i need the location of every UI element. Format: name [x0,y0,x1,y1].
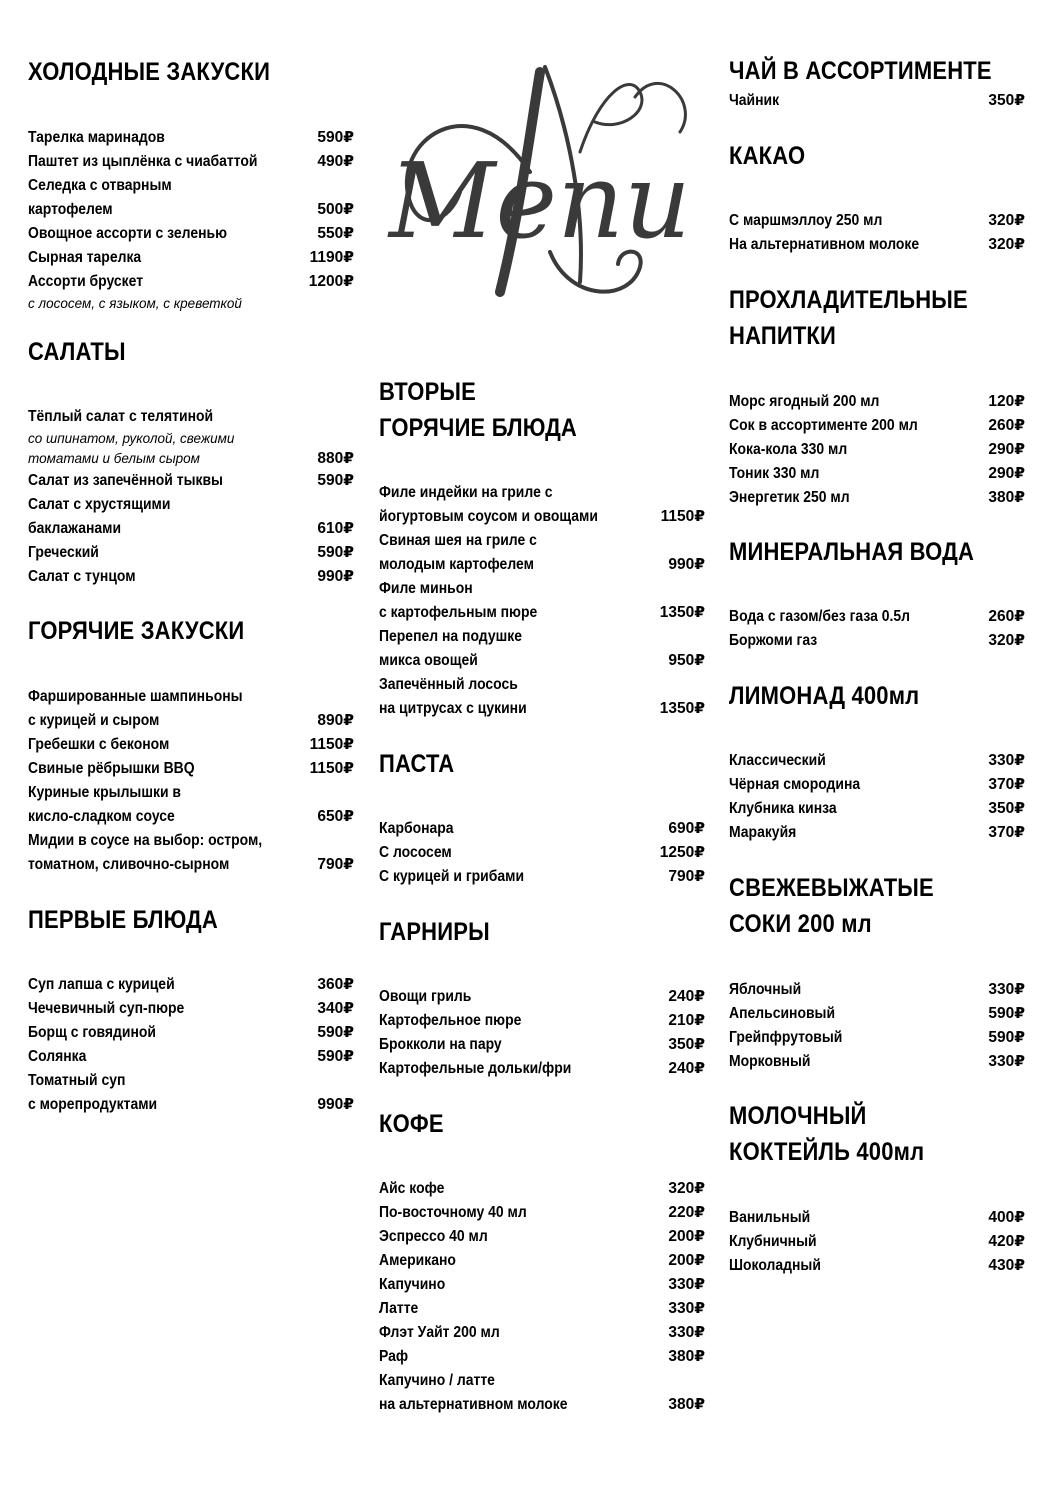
item-name: Раф [379,1348,409,1365]
item-price: 320₽ [988,236,1025,253]
menu-item [729,414,1025,438]
coffee-list [379,1177,705,1417]
section-title: ПАСТА [379,750,455,778]
item-name: Фаршированные шампиньоны [28,688,243,705]
item-price: 990₽ [668,556,705,573]
menu-item [379,1057,705,1081]
menu-item [379,1225,705,1249]
item-name: Салат из запечённой тыквы [28,472,223,489]
menu-item [379,649,705,673]
item-price: 1250₽ [659,844,705,861]
item-name: Селедка с отварным [28,177,172,194]
menu-item [379,601,705,625]
menu-item [379,1201,705,1225]
menu-item [28,781,354,805]
menu-item [729,629,1025,653]
menu-item [729,486,1025,510]
section-coffee [379,1106,705,1142]
item-price: 590₽ [317,1048,354,1065]
menu-item [379,625,705,649]
item-name: Грейпфрутовый [729,1029,843,1046]
menu-item [379,817,705,841]
item-price: 650₽ [317,808,354,825]
item-price: 380₽ [988,489,1025,506]
item-name: Вода с газом/без газа 0.5л [729,608,910,625]
milkshake-list [729,1206,1025,1278]
section-title: СОКИ 200 мл [729,910,872,938]
item-name: Перепел на подушке [379,628,522,645]
menu-item [729,438,1025,462]
item-name: На альтернативном молоке [729,236,920,253]
item-name: Свиная шея на гриле с [379,532,537,549]
item-price: 500₽ [317,201,354,218]
item-name: Клубника кинза [729,800,837,817]
item-name: йогуртовым соусом и овощами [379,508,598,525]
mineral-water-list [729,605,1025,653]
menu-item [28,405,354,429]
item-name: Морс ягодный 200 мл [729,393,880,410]
item-price: 320₽ [988,212,1025,229]
item-name: Картофельное пюре [379,1012,522,1029]
section-title: САЛАТЫ [28,338,126,366]
menu-item [379,1009,705,1033]
menu-item [379,577,705,601]
item-name: Американо [379,1252,456,1269]
menu-item [729,233,1025,257]
item-name: Айс кофе [379,1180,445,1197]
menu-item [28,270,354,294]
menu-item [28,150,354,174]
item-name: Сырная тарелка [28,249,142,266]
menu-item [28,493,354,517]
item-name: Тоник 330 мл [729,465,820,482]
item-name: Салат с хрустящими [28,496,171,513]
item-price: 400₽ [988,1209,1025,1226]
item-name: молодым картофелем [379,556,534,573]
item-price: 350₽ [988,800,1025,817]
item-price: 790₽ [668,868,705,885]
item-name: Чайник [729,92,780,109]
menu-item [379,697,705,721]
menu-item [379,1345,705,1369]
menu-item [28,973,354,997]
item-name: Свиные рёбрышки BBQ [28,760,195,777]
item-name: Яблочный [729,981,802,998]
item-name: Ассорти брускет [28,273,144,290]
item-price: 590₽ [317,1024,354,1041]
first-courses-list [28,973,354,1117]
item-price: 350₽ [988,92,1025,109]
section-title: КОКТЕЙЛЬ 400мл [729,1138,925,1166]
item-price: 1350₽ [659,700,705,717]
section-title: СВЕЖЕВЫЖАТЫЕ [729,874,934,902]
section-title: ВТОРЫЕ [379,378,477,406]
item-price: 610₽ [317,520,354,537]
item-price: 690₽ [668,820,705,837]
menu-item [28,517,354,541]
item-name: Капучино [379,1276,446,1293]
item-name: Сок в ассортименте 200 мл [729,417,918,434]
item-name: Капучино / латте [379,1372,495,1389]
section-cold-snacks [28,54,354,90]
item-name: С курицей и грибами [379,868,525,885]
menu-item [379,1033,705,1057]
menu-item [379,1321,705,1345]
item-name: Брокколи на пару [379,1036,502,1053]
menu-item [28,733,354,757]
section-first-courses [28,902,354,938]
menu-item [28,541,354,565]
menu-item [28,805,354,829]
item-price: 330₽ [988,752,1025,769]
item-price: 490₽ [317,153,354,170]
item-price: 1350₽ [659,604,705,621]
menu-item [28,853,354,877]
item-name: на альтернативном молоке [379,1396,568,1413]
section-salads [28,334,354,370]
item-name: Картофельные дольки/фри [379,1060,572,1077]
item-name: Классический [729,752,826,769]
item-price: 990₽ [317,568,354,585]
item-price: 330₽ [668,1324,705,1341]
item-price: 380₽ [668,1348,705,1365]
item-name: Мидии в соусе на выбор: остром, [28,832,263,849]
menu-item [28,757,354,781]
menu-item [729,605,1025,629]
menu-item [729,1050,1025,1074]
item-name: Салат с тунцом [28,568,136,585]
menu-item [28,565,354,589]
item-name: Клубничный [729,1233,817,1250]
section-soft-drinks [729,282,1025,354]
item-price: 590₽ [988,1005,1025,1022]
logo-flourish-right [635,83,685,132]
menu-item [28,1021,354,1045]
juices-list [729,978,1025,1074]
item-price: 1150₽ [309,736,354,753]
item-name: Морковный [729,1053,811,1070]
section-title: КАКАО [729,142,806,170]
menu-script-logo-icon [380,52,700,312]
menu-item [28,126,354,150]
section-milkshake [729,1098,1025,1170]
hot-snacks-list [28,685,354,877]
item-name: Апельсиновый [729,1005,836,1022]
item-name: томатном, сливочно-сырном [28,856,230,873]
item-price: 200₽ [668,1252,705,1269]
cold-snacks-list [28,126,354,314]
item-price: 330₽ [668,1276,705,1293]
item-price: 380₽ [668,1396,705,1413]
item-name: Филе миньон [379,580,473,597]
section-title: НАПИТКИ [729,322,837,350]
item-note: с лососем, с языком, с креветкой [28,296,242,311]
section-title: ПЕРВЫЕ БЛЮДА [28,906,218,934]
menu-item [729,462,1025,486]
menu-item [729,1206,1025,1230]
pasta-list [379,817,705,889]
item-name: Шоколадный [729,1257,821,1274]
item-name: с морепродуктами [28,1096,158,1113]
menu-item [729,89,1025,113]
section-title: ПРОХЛАДИТЕЛЬНЫЕ [729,286,968,314]
item-name: Флэт Уайт 200 мл [379,1324,500,1341]
item-note: со шпинатом, руколой, свежими [28,431,235,446]
item-name: картофелем [28,201,113,218]
item-name: Чечевичный суп-пюре [28,1000,185,1017]
section-mineral-water [729,534,1025,570]
item-name: с картофельным пюре [379,604,538,621]
section-title: ГАРНИРЫ [379,918,490,946]
menu-item [28,829,354,853]
item-price: 200₽ [668,1228,705,1245]
menu-item [28,246,354,270]
item-name: микса овощей [379,652,478,669]
item-price: 360₽ [317,976,354,993]
item-name: Ванильный [729,1209,811,1226]
soft-drinks-list [729,390,1025,510]
menu-item [28,709,354,733]
item-price: 330₽ [988,981,1025,998]
item-name: Филе индейки на гриле с [379,484,553,501]
section-hot-snacks [28,613,354,649]
item-price: 120₽ [988,393,1025,410]
item-name: Куриные крылышки в [28,784,181,801]
item-price: 420₽ [988,1233,1025,1250]
item-name: Запечённый лосось [379,676,518,693]
logo-text: Menu [389,140,691,262]
section-title: ЛИМОНАД 400мл [729,682,920,710]
section-pasta [379,746,705,782]
item-price: 590₽ [317,129,354,146]
item-price: 290₽ [988,465,1025,482]
item-name: Кока-кола 330 мл [729,441,848,458]
main-courses-list [379,481,705,721]
item-price: 330₽ [668,1300,705,1317]
menu-item [379,865,705,889]
menu-item [729,390,1025,414]
item-name: баклажанами [28,520,122,537]
item-name: Гребешки с беконом [28,736,170,753]
item-price: 370₽ [988,824,1025,841]
menu-item [729,1002,1025,1026]
item-name: кисло-сладком соусе [28,808,175,825]
menu-item [28,685,354,709]
item-name: Суп лапша с курицей [28,976,175,993]
item-name: Солянка [28,1048,87,1065]
menu-item [379,481,705,505]
item-name: Латте [379,1300,419,1317]
item-price: 1150₽ [309,760,354,777]
item-price: 1200₽ [308,273,354,290]
section-title: МОЛОЧНЫЙ [729,1102,867,1130]
item-name: с курицей и сыром [28,712,160,729]
item-price: 350₽ [668,1036,705,1053]
menu-item [729,1026,1025,1050]
menu-item [729,749,1025,773]
item-price: 240₽ [668,1060,705,1077]
menu-item [28,198,354,222]
item-name: Эспрессо 40 мл [379,1228,488,1245]
section-title: МИНЕРАЛЬНАЯ ВОДА [729,538,975,566]
menu-item [379,841,705,865]
item-name: Боржоми газ [729,632,818,649]
item-price: 210₽ [668,1012,705,1029]
item-note: томатами и белым сыром 880₽ [28,450,354,467]
menu-logo-svg [380,52,700,312]
item-name: Тёплый салат с телятиной [28,408,214,425]
section-title: ГОРЯЧИЕ БЛЮДА [379,414,577,442]
menu-item [379,1273,705,1297]
item-price: 290₽ [988,441,1025,458]
menu-item [379,673,705,697]
item-price: 950₽ [668,652,705,669]
menu-item [379,1369,705,1393]
item-price: 590₽ [988,1029,1025,1046]
item-name: Овощное ассорти с зеленью [28,225,228,242]
section-title: КОФЕ [379,1110,444,1138]
salads-list [28,405,354,589]
item-price: 550₽ [317,225,354,242]
section-title: ХОЛОДНЫЕ ЗАКУСКИ [28,58,271,86]
item-price: 320₽ [668,1180,705,1197]
menu-item [28,1093,354,1117]
section-title: ЧАЙ В АССОРТИМЕНТЕ [729,57,992,85]
item-name: Чёрная смородина [729,776,861,793]
menu-item [379,553,705,577]
menu-item [729,821,1025,845]
item-price: 340₽ [317,1000,354,1017]
sides-list [379,985,705,1081]
section-cocoa [729,138,1025,174]
item-price: 240₽ [668,988,705,1005]
item-name: Энергетик 250 мл [729,489,850,506]
menu-item [379,1249,705,1273]
item-price: 260₽ [988,608,1025,625]
menu-item [379,529,705,553]
item-price: 430₽ [988,1257,1025,1274]
menu-item [28,1045,354,1069]
menu-item [729,1254,1025,1278]
menu-item [379,1393,705,1417]
section-tea [729,53,1025,89]
item-name: Паштет из цыплёнка с чиабаттой [28,153,258,170]
item-price: 590₽ [317,472,354,489]
section-juices [729,870,1025,942]
menu-item [379,1177,705,1201]
item-price: 880₽ [317,450,354,467]
item-price: 260₽ [988,417,1025,434]
tea-list [729,89,1025,113]
item-price: 1190₽ [309,249,354,266]
item-price: 370₽ [988,776,1025,793]
item-price: 890₽ [317,712,354,729]
item-name: Греческий [28,544,99,561]
item-price: 320₽ [988,632,1025,649]
item-name: Маракуйя [729,824,797,841]
item-price: 990₽ [317,1096,354,1113]
menu-item [28,469,354,493]
item-price: 790₽ [317,856,354,873]
item-name: По-восточному 40 мл [379,1204,527,1221]
item-price: 590₽ [317,544,354,561]
lemonade-list [729,749,1025,845]
menu-item [28,1069,354,1093]
item-price: 330₽ [988,1053,1025,1070]
section-main-courses [379,374,705,446]
item-name: на цитрусах с цукини [379,700,527,717]
item-name: С лососем [379,844,452,861]
item-name: Борщ с говядиной [28,1024,156,1041]
menu-item [729,797,1025,821]
cocoa-list [729,209,1025,257]
menu-item [379,985,705,1009]
section-sides [379,914,705,950]
menu-item [379,505,705,529]
item-name: Овощи гриль [379,988,472,1005]
menu-item [28,222,354,246]
item-name: Томатный суп [28,1072,126,1089]
menu-item [729,1230,1025,1254]
menu-item [729,209,1025,233]
menu-item [28,997,354,1021]
menu-item [729,773,1025,797]
menu-item [379,1297,705,1321]
item-name: С маршмэллоу 250 мл [729,212,883,229]
section-lemonade [729,678,1025,714]
item-name: Карбонара [379,820,454,837]
item-name: Тарелка маринадов [28,129,165,146]
item-price: 1150₽ [660,508,705,525]
section-title: ГОРЯЧИЕ ЗАКУСКИ [28,617,245,645]
menu-item [729,978,1025,1002]
menu-item [28,174,354,198]
item-price: 220₽ [668,1204,705,1221]
